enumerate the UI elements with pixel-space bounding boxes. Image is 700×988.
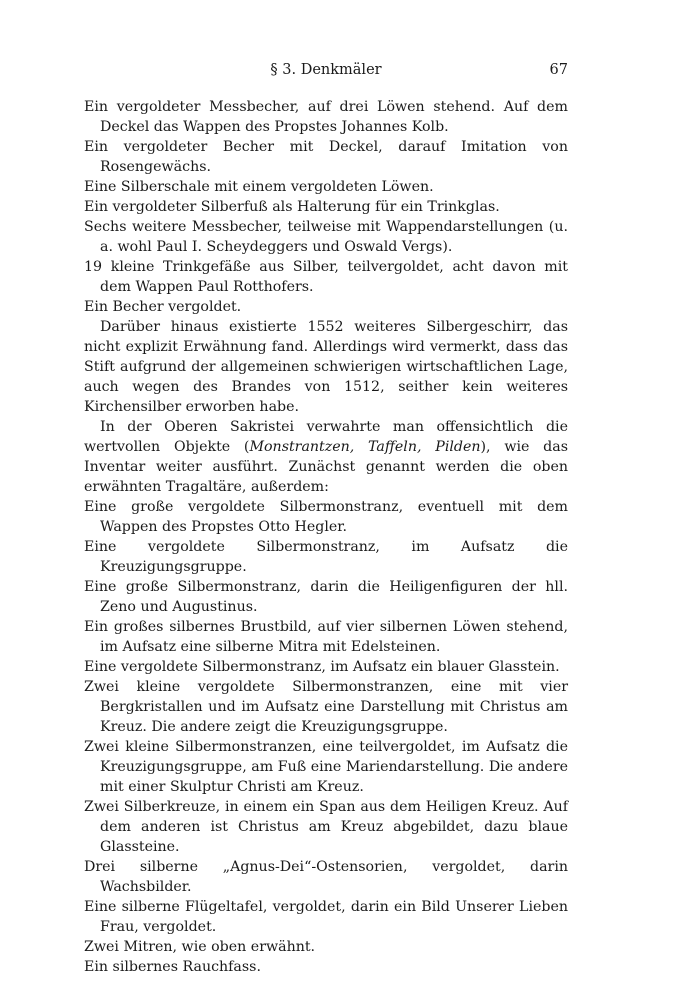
running-head: § 3. Denkmäler xyxy=(270,62,382,78)
page-header xyxy=(84,62,568,82)
inventory-entry: Eine Silberschale mit einem vergoldeten Löwen. xyxy=(84,179,434,195)
paragraph-text: In der Oberen Sakristei verwahrte man offensichtlich die wertvollen Objekte ( xyxy=(84,419,568,455)
page-body xyxy=(84,97,568,977)
body-paragraph xyxy=(84,417,568,497)
inventory-entry: Eine silberne Flügeltafel, vergoldet, darin ein Bild Unserer Lieben Frau, vergoldet. xyxy=(84,899,568,935)
paragraph-text: ), wie das Inventar weiter ausführt. Zunächst genannt werden die oben erwähnten Tragaltäre, außerdem: xyxy=(84,439,569,495)
inventory-entry: Zwei kleine Silbermonstranzen, eine teilvergoldet, im Aufsatz die Kreuzigungsgruppe, am Fuß eine Mariendarstellung. Die andere mit einer Skulptur Christi am Kreuz. xyxy=(84,739,568,795)
inventory-entry: Ein vergoldeter Messbecher, auf drei Löwen stehend. Auf dem Deckel das Wappen des Propstes Johannes Kolb. xyxy=(84,99,568,135)
inventory-entry: Ein vergoldeter Silberfuß als Halterung für ein Trinkglas. xyxy=(84,199,500,215)
page-number: 67 xyxy=(549,62,568,78)
inventory-entry: Zwei kleine vergoldete Silbermonstranzen, eine mit vier Bergkristallen und im Aufsatz eine Darstellung mit Christus am Kreuz. Die andere zeigt die Kreuzigungsgruppe. xyxy=(84,679,568,735)
inventory-entry: Zwei Mitren, wie oben erwähnt. xyxy=(84,939,316,955)
inventory-entry: Ein silbernes Rauchfass. xyxy=(84,959,261,975)
inventory-entry: Ein Becher vergoldet. xyxy=(84,299,242,315)
body-paragraph: Darüber hinaus existierte 1552 weiteres Silbergeschirr, das nicht explizit Erwähnung fand. Allerdings wird vermerkt, dass das Stift aufgrund der allgemeinen schwierigen wirtschaftlichen Lage, auch wegen des Brandes von 1512, seither kein weiteres Kirchensilber erworben habe. xyxy=(84,319,568,415)
inventory-entry: Eine vergoldete Silbermonstranz, im Aufsatz die Kreuzigungsgruppe. xyxy=(84,539,568,575)
inventory-entry: Ein vergoldeter Becher mit Deckel, darauf Imitation von Rosengewächs. xyxy=(84,139,568,175)
inventory-entry: Sechs weitere Messbecher, teilweise mit Wappendarstellungen (u. a. wohl Paul I. Scheydeggers und Oswald Vergs). xyxy=(84,219,568,255)
inventory-entry: Eine vergoldete Silbermonstranz, im Aufsatz ein blauer Glasstein. xyxy=(84,659,560,675)
inventory-entry: Eine große Silbermonstranz, darin die Heiligenfiguren der hll. Zeno und Augustinus. xyxy=(84,579,568,615)
inventory-entry: 19 kleine Trinkgefäße aus Silber, teilvergoldet, acht davon mit dem Wappen Paul Rotthofers. xyxy=(84,259,568,295)
inventory-entry: Zwei Silberkreuze, in einem ein Span aus dem Heiligen Kreuz. Auf dem anderen ist Christus am Kreuz abgebildet, dazu blaue Glassteine. xyxy=(84,799,568,855)
inventory-entry: Ein großes silbernes Brustbild, auf vier silbernen Löwen stehend, im Aufsatz eine silberne Mitra mit Edelsteinen. xyxy=(84,619,568,655)
inventory-entry: Drei silberne „Agnus-Dei“-Ostensorien, vergoldet, darin Wachsbilder. xyxy=(84,859,568,895)
quoted-term: Monstrantzen, Taffeln, Pilden xyxy=(249,439,481,455)
inventory-entry: Eine große vergoldete Silbermonstranz, eventuell mit dem Wappen des Propstes Otto Hegler. xyxy=(84,499,568,535)
